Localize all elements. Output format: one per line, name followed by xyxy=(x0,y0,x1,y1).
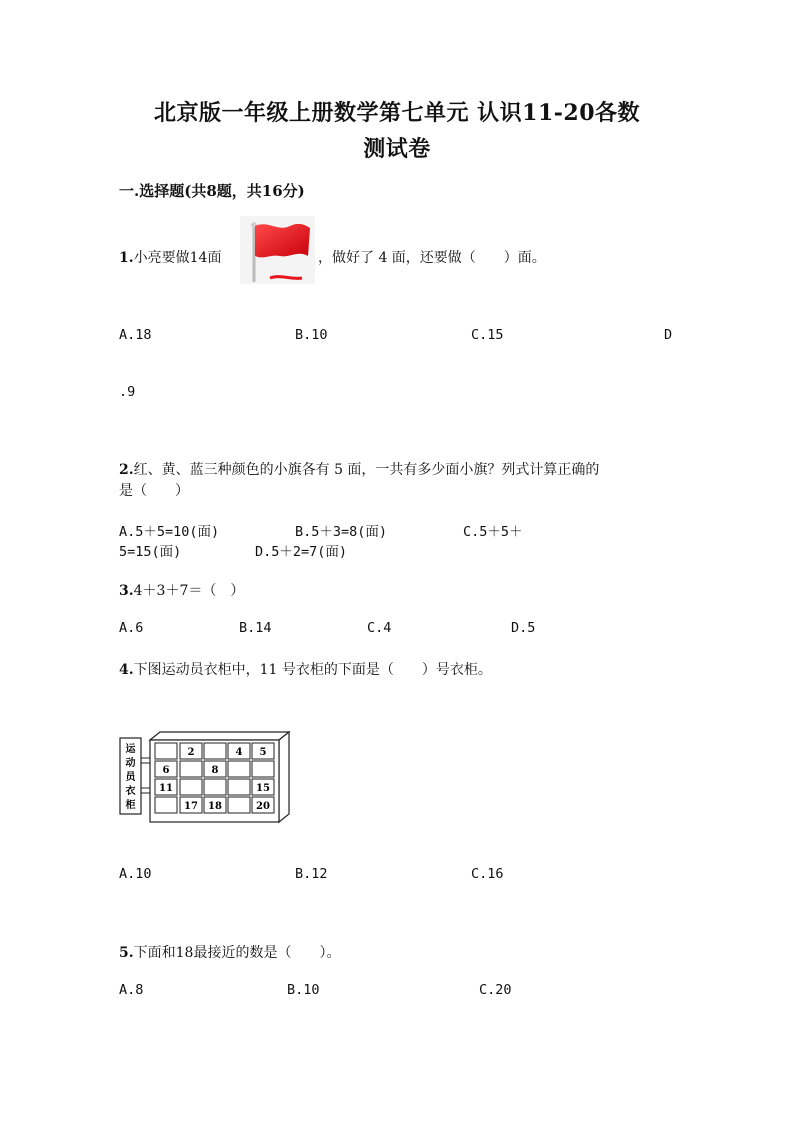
q4-option-c[interactable]: C.16 xyxy=(471,866,504,882)
q2-option-b[interactable]: B.5＋3=8(面) xyxy=(295,524,388,540)
locker-number: 5 xyxy=(259,747,267,758)
page-title-line2: 测试卷 xyxy=(363,136,431,162)
question-2-line2: 是（ ） xyxy=(119,483,189,499)
q3-option-d[interactable]: D.5 xyxy=(511,620,536,636)
question-5-body: 下面和18最接近的数是（ ）。 xyxy=(133,945,341,961)
question-4-text xyxy=(119,659,492,679)
question-1-after: ，做好了 4 面，还要做（ ）面。 xyxy=(318,250,546,266)
locker-number: 2 xyxy=(187,747,195,758)
q2-option-c-cont[interactable]: 5=15(面) xyxy=(119,544,182,560)
locker-sign-char: 动 xyxy=(125,758,136,769)
question-3-text xyxy=(119,580,244,600)
q5-option-c[interactable]: C.20 xyxy=(479,982,512,998)
q1-option-c[interactable]: C.15 xyxy=(471,327,504,343)
question-2-text: 红、黄、蓝三种颜色的小旗各有 5 面，一共有多少面小旗？列式计算正确的 xyxy=(133,462,600,478)
q3-option-a[interactable]: A.6 xyxy=(119,620,144,636)
locker-number: 11 xyxy=(159,783,173,794)
q2-option-a[interactable]: A.5＋5=10(面) xyxy=(119,524,220,540)
red-flag-icon xyxy=(240,216,315,284)
locker-sign-char: 员 xyxy=(125,772,136,783)
q1-option-a[interactable]: A.18 xyxy=(119,327,152,343)
q3-option-c[interactable]: C.4 xyxy=(367,620,392,636)
q1-option-d-letter[interactable]: D xyxy=(664,327,673,343)
q5-option-a[interactable]: A.8 xyxy=(119,982,144,998)
locker-sign-char: 衣 xyxy=(125,786,136,797)
q4-option-b[interactable]: B.12 xyxy=(295,866,328,882)
question-1-text xyxy=(119,247,221,267)
page-title: 北京版一年级上册数学第七单元 认识11-20各数 xyxy=(153,100,641,126)
locker-number: 8 xyxy=(211,765,219,776)
question-2-line1 xyxy=(119,459,599,479)
locker-sign-char: 柜 xyxy=(125,800,136,811)
q1-option-d-value[interactable]: .9 xyxy=(119,384,136,400)
q2-option-d[interactable]: D.5＋2=7(面) xyxy=(255,544,348,560)
section-header: 一.选择题(共8题，共16分) xyxy=(119,182,305,200)
flag-image xyxy=(240,216,315,284)
q1-option-b[interactable]: B.10 xyxy=(295,327,328,343)
locker-number: 4 xyxy=(235,747,243,758)
question-4-body: 下图运动员衣柜中，11 号衣柜的下面是（ ）号衣柜。 xyxy=(133,662,492,678)
question-3-body: 4＋3＋7＝（ ） xyxy=(133,583,245,599)
question-2-number: 2. xyxy=(119,462,134,478)
locker-number: 17 xyxy=(184,801,198,812)
q5-option-b[interactable]: B.10 xyxy=(287,982,320,998)
question-3-number: 3. xyxy=(119,583,134,599)
q3-option-b[interactable]: B.14 xyxy=(239,620,272,636)
locker-diagram xyxy=(119,730,294,825)
q2-option-c[interactable]: C.5＋5＋ xyxy=(463,524,523,540)
locker-number: 15 xyxy=(256,783,270,794)
locker-number: 18 xyxy=(208,801,222,812)
question-5-text xyxy=(119,942,340,962)
question-5-number: 5. xyxy=(119,945,134,961)
locker-number: 6 xyxy=(162,765,170,776)
locker-sign-char: 运 xyxy=(125,744,136,755)
question-1-before: 小亮要做14面 xyxy=(133,250,222,266)
q4-option-a[interactable]: A.10 xyxy=(119,866,152,882)
question-4-number: 4. xyxy=(119,662,134,678)
locker-number: 20 xyxy=(256,801,270,812)
question-1-number: 1. xyxy=(119,250,134,266)
